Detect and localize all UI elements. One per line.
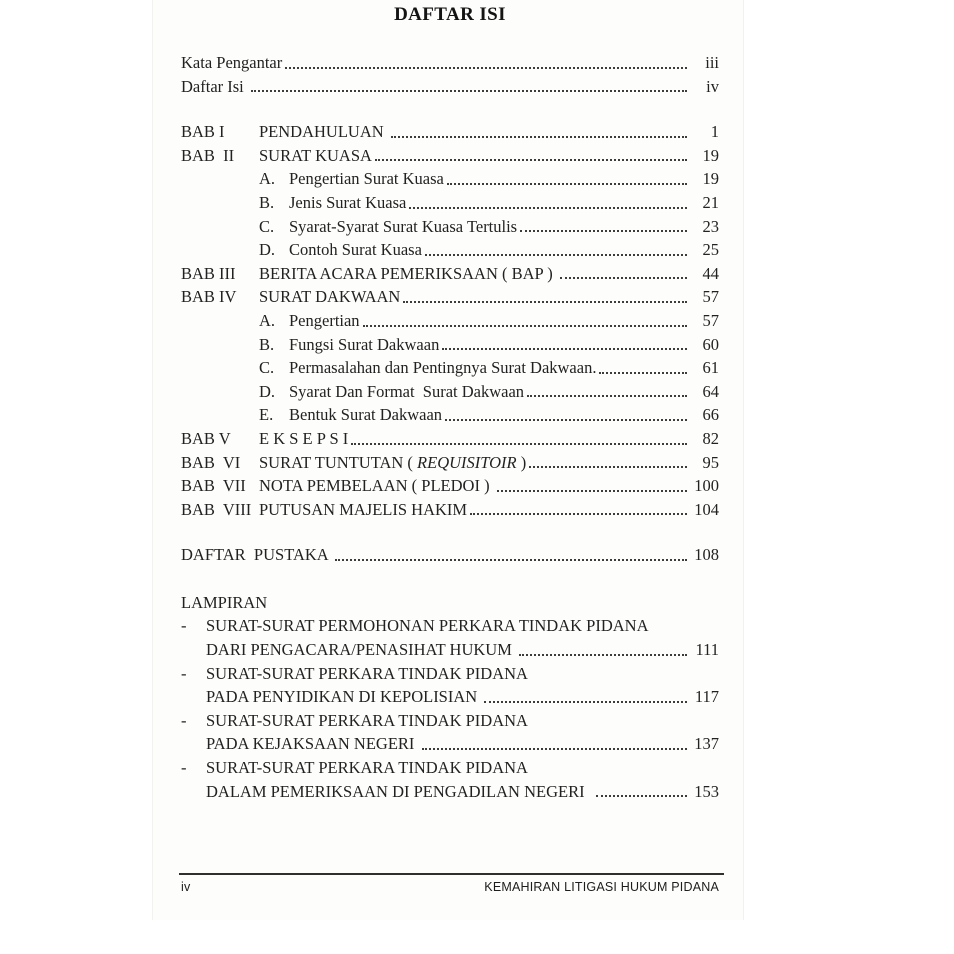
entry-letter: E. (259, 405, 274, 425)
chapter-label: BAB VII (181, 476, 246, 496)
entry-page-number: 100 (694, 476, 719, 496)
entry-page-number: 82 (702, 428, 719, 448)
entry-title: BERITA ACARA PEMERIKSAAN ( BAP ) (259, 263, 557, 283)
dot-leader (422, 748, 687, 750)
entry-page-number: 57 (702, 287, 719, 307)
toc-entry-sub (181, 238, 719, 262)
dot-leader (335, 559, 687, 561)
entry-title: PADA PENYIDIKAN DI KEPOLISIAN (206, 687, 482, 707)
dot-leader (363, 325, 687, 327)
entry-title-italic: REQUISITOIR (417, 452, 517, 472)
chapter-label: BAB II (181, 145, 235, 165)
toc-entry (181, 543, 719, 567)
dot-leader (596, 795, 687, 797)
dash-bullet: - (181, 663, 187, 683)
entry-title: Bentuk Surat Dakwaan (289, 405, 443, 425)
toc-entry-chapter (181, 120, 719, 144)
toc-entry-sub (181, 356, 719, 380)
appendix-heading (181, 591, 719, 615)
chapter-label: BAB IV (181, 287, 237, 307)
entry-title: Syarat-Syarat Surat Kuasa Tertulis (289, 216, 518, 236)
entry-title: Kata Pengantar (181, 53, 283, 72)
dot-leader (470, 513, 687, 515)
entry-page-number: iv (706, 76, 719, 96)
dot-leader (403, 301, 687, 303)
footer-book-title: KEMAHIRAN LITIGASI HUKUM PIDANA (484, 880, 719, 894)
entry-title: PENDAHULUAN (259, 122, 388, 142)
toc-entry-chapter (181, 474, 719, 498)
toc-entry-chapter (181, 144, 719, 168)
entry-page-number: 1 (710, 122, 719, 142)
dot-leader (442, 348, 687, 350)
entry-title: DALAM PEMERIKSAAN DI PENGADILAN NEGERI (206, 781, 593, 801)
entry-letter: A. (259, 310, 276, 330)
toc-entry-chapter (181, 262, 719, 286)
dot-leader (527, 395, 687, 397)
toc-entry-sub (181, 333, 719, 357)
chapter-label: BAB VI (181, 452, 241, 472)
entry-letter: B. (259, 192, 275, 212)
entry-title: Permasalahan dan Pentingnya Surat Dakwaan. (289, 358, 597, 378)
entry-page-number: 137 (694, 734, 719, 754)
entry-page-number: 95 (702, 452, 719, 472)
toc-entry-chapter (181, 498, 719, 522)
entry-page-number: 44 (702, 263, 719, 283)
page-content (153, 0, 743, 803)
entry-title: PUTUSAN MAJELIS HAKIM (259, 499, 468, 519)
entry-title: SURAT KUASA (259, 145, 372, 165)
footer-page-number: iv (181, 880, 191, 894)
toc-entry-chapter (181, 451, 719, 475)
dot-leader (520, 230, 687, 232)
page-footer (179, 873, 724, 894)
entry-title: SURAT-SURAT PERKARA TINDAK PIDANA (206, 663, 528, 683)
dash-bullet: - (181, 616, 187, 636)
dot-leader (497, 490, 687, 492)
dash-bullet: - (181, 710, 187, 730)
entry-title: SURAT-SURAT PERKARA TINDAK PIDANA (206, 710, 528, 730)
front-matter-section (181, 51, 719, 98)
entry-letter: A. (259, 169, 276, 189)
entry-title: SURAT-SURAT PERMOHONAN PERKARA TINDAK PIDANA (206, 616, 649, 636)
dot-leader (519, 654, 687, 656)
entry-title (259, 451, 526, 475)
entry-page-number: 153 (694, 781, 719, 801)
toc-entry-sub (181, 215, 719, 239)
entry-title: Syarat Dan Format Surat Dakwaan (289, 381, 525, 401)
toc-entry-chapter (181, 285, 719, 309)
toc-entry-chapter (181, 427, 719, 451)
document-page (152, 0, 744, 920)
entry-page-number: 104 (694, 499, 719, 519)
bibliography-section (181, 543, 719, 567)
entry-page-number: 60 (702, 334, 719, 354)
chapters-section (181, 120, 719, 521)
entry-letter: C. (259, 358, 275, 378)
entry-page-number: 57 (702, 310, 719, 330)
dot-leader (409, 207, 687, 209)
entry-page-number: 21 (702, 192, 719, 212)
entry-title: DARI PENGACARA/PENASIHAT HUKUM (206, 640, 517, 660)
entry-title-prefix: SURAT TUNTUTAN ( (259, 452, 418, 472)
entry-title: Pengertian Surat Kuasa (289, 169, 444, 189)
entry-title: Fungsi Surat Dakwaan (289, 334, 440, 354)
entry-title: E K S E P S I (259, 428, 349, 448)
appendix-entry-line2 (181, 780, 719, 804)
dot-leader (285, 67, 687, 69)
entry-page-number: 66 (702, 405, 719, 425)
chapter-label: BAB VIII (181, 499, 252, 519)
footer-row (179, 875, 724, 894)
entry-title-suffix: ) (516, 452, 527, 472)
section-heading: LAMPIRAN (181, 592, 268, 612)
entry-title: Daftar Isi (181, 76, 248, 96)
toc-entry-sub (181, 191, 719, 215)
appendix-entry-line2 (181, 685, 719, 709)
entry-page-number: 19 (702, 145, 719, 165)
appendix-entry-line2 (181, 732, 719, 756)
dot-leader (351, 443, 687, 445)
entry-page-number: 108 (694, 545, 719, 565)
toc-entry (181, 51, 719, 75)
appendix-entry-line1 (181, 709, 719, 733)
dot-leader (529, 466, 687, 468)
appendix-entry-line1 (181, 614, 719, 638)
entry-letter: B. (259, 334, 275, 354)
dot-leader (375, 159, 687, 161)
entry-title: Contoh Surat Kuasa (289, 240, 422, 260)
entry-title: PADA KEJAKSAAN NEGERI (206, 734, 419, 754)
page-title: DAFTAR ISI (394, 4, 506, 25)
entry-title: DAFTAR PUSTAKA (181, 545, 332, 565)
appendix-section (181, 591, 719, 803)
appendix-entry-line2 (181, 638, 719, 662)
dot-leader (251, 90, 687, 92)
entry-page-number: 25 (702, 240, 719, 260)
appendix-entry-line1 (181, 756, 719, 780)
chapter-label: BAB V (181, 428, 231, 448)
entry-title: SURAT-SURAT PERKARA TINDAK PIDANA (206, 758, 528, 778)
appendix-entry-line1 (181, 662, 719, 686)
entry-page-number: 117 (694, 687, 719, 707)
entry-title: NOTA PEMBELAAN ( PLEDOI ) (259, 476, 494, 496)
entry-title: Pengertian (289, 310, 360, 330)
entry-page-number: 61 (702, 358, 719, 378)
entry-page-number: 64 (702, 381, 719, 401)
dot-leader (599, 372, 687, 374)
chapter-label: BAB III (181, 263, 236, 283)
entry-title: Jenis Surat Kuasa (289, 192, 407, 212)
toc-entry-sub (181, 309, 719, 333)
dot-leader (391, 136, 687, 138)
entry-title: SURAT DAKWAAN (259, 287, 401, 307)
entry-page-number: 19 (702, 169, 719, 189)
dot-leader (484, 701, 687, 703)
dot-leader (447, 183, 687, 185)
dot-leader (445, 419, 687, 421)
dot-leader (560, 277, 687, 279)
entry-page-number: 23 (702, 216, 719, 236)
toc-entry (181, 75, 719, 99)
dash-bullet: - (181, 758, 187, 778)
toc-entry-sub (181, 167, 719, 191)
entry-page-number: 111 (695, 640, 719, 660)
toc-entry-sub (181, 380, 719, 404)
entry-letter: D. (259, 381, 276, 401)
entry-letter: C. (259, 216, 275, 236)
dot-leader (425, 254, 687, 256)
entry-letter: D. (259, 240, 276, 260)
toc-entry-sub (181, 403, 719, 427)
chapter-label: BAB I (181, 122, 225, 142)
entry-page-number: iii (705, 53, 719, 72)
